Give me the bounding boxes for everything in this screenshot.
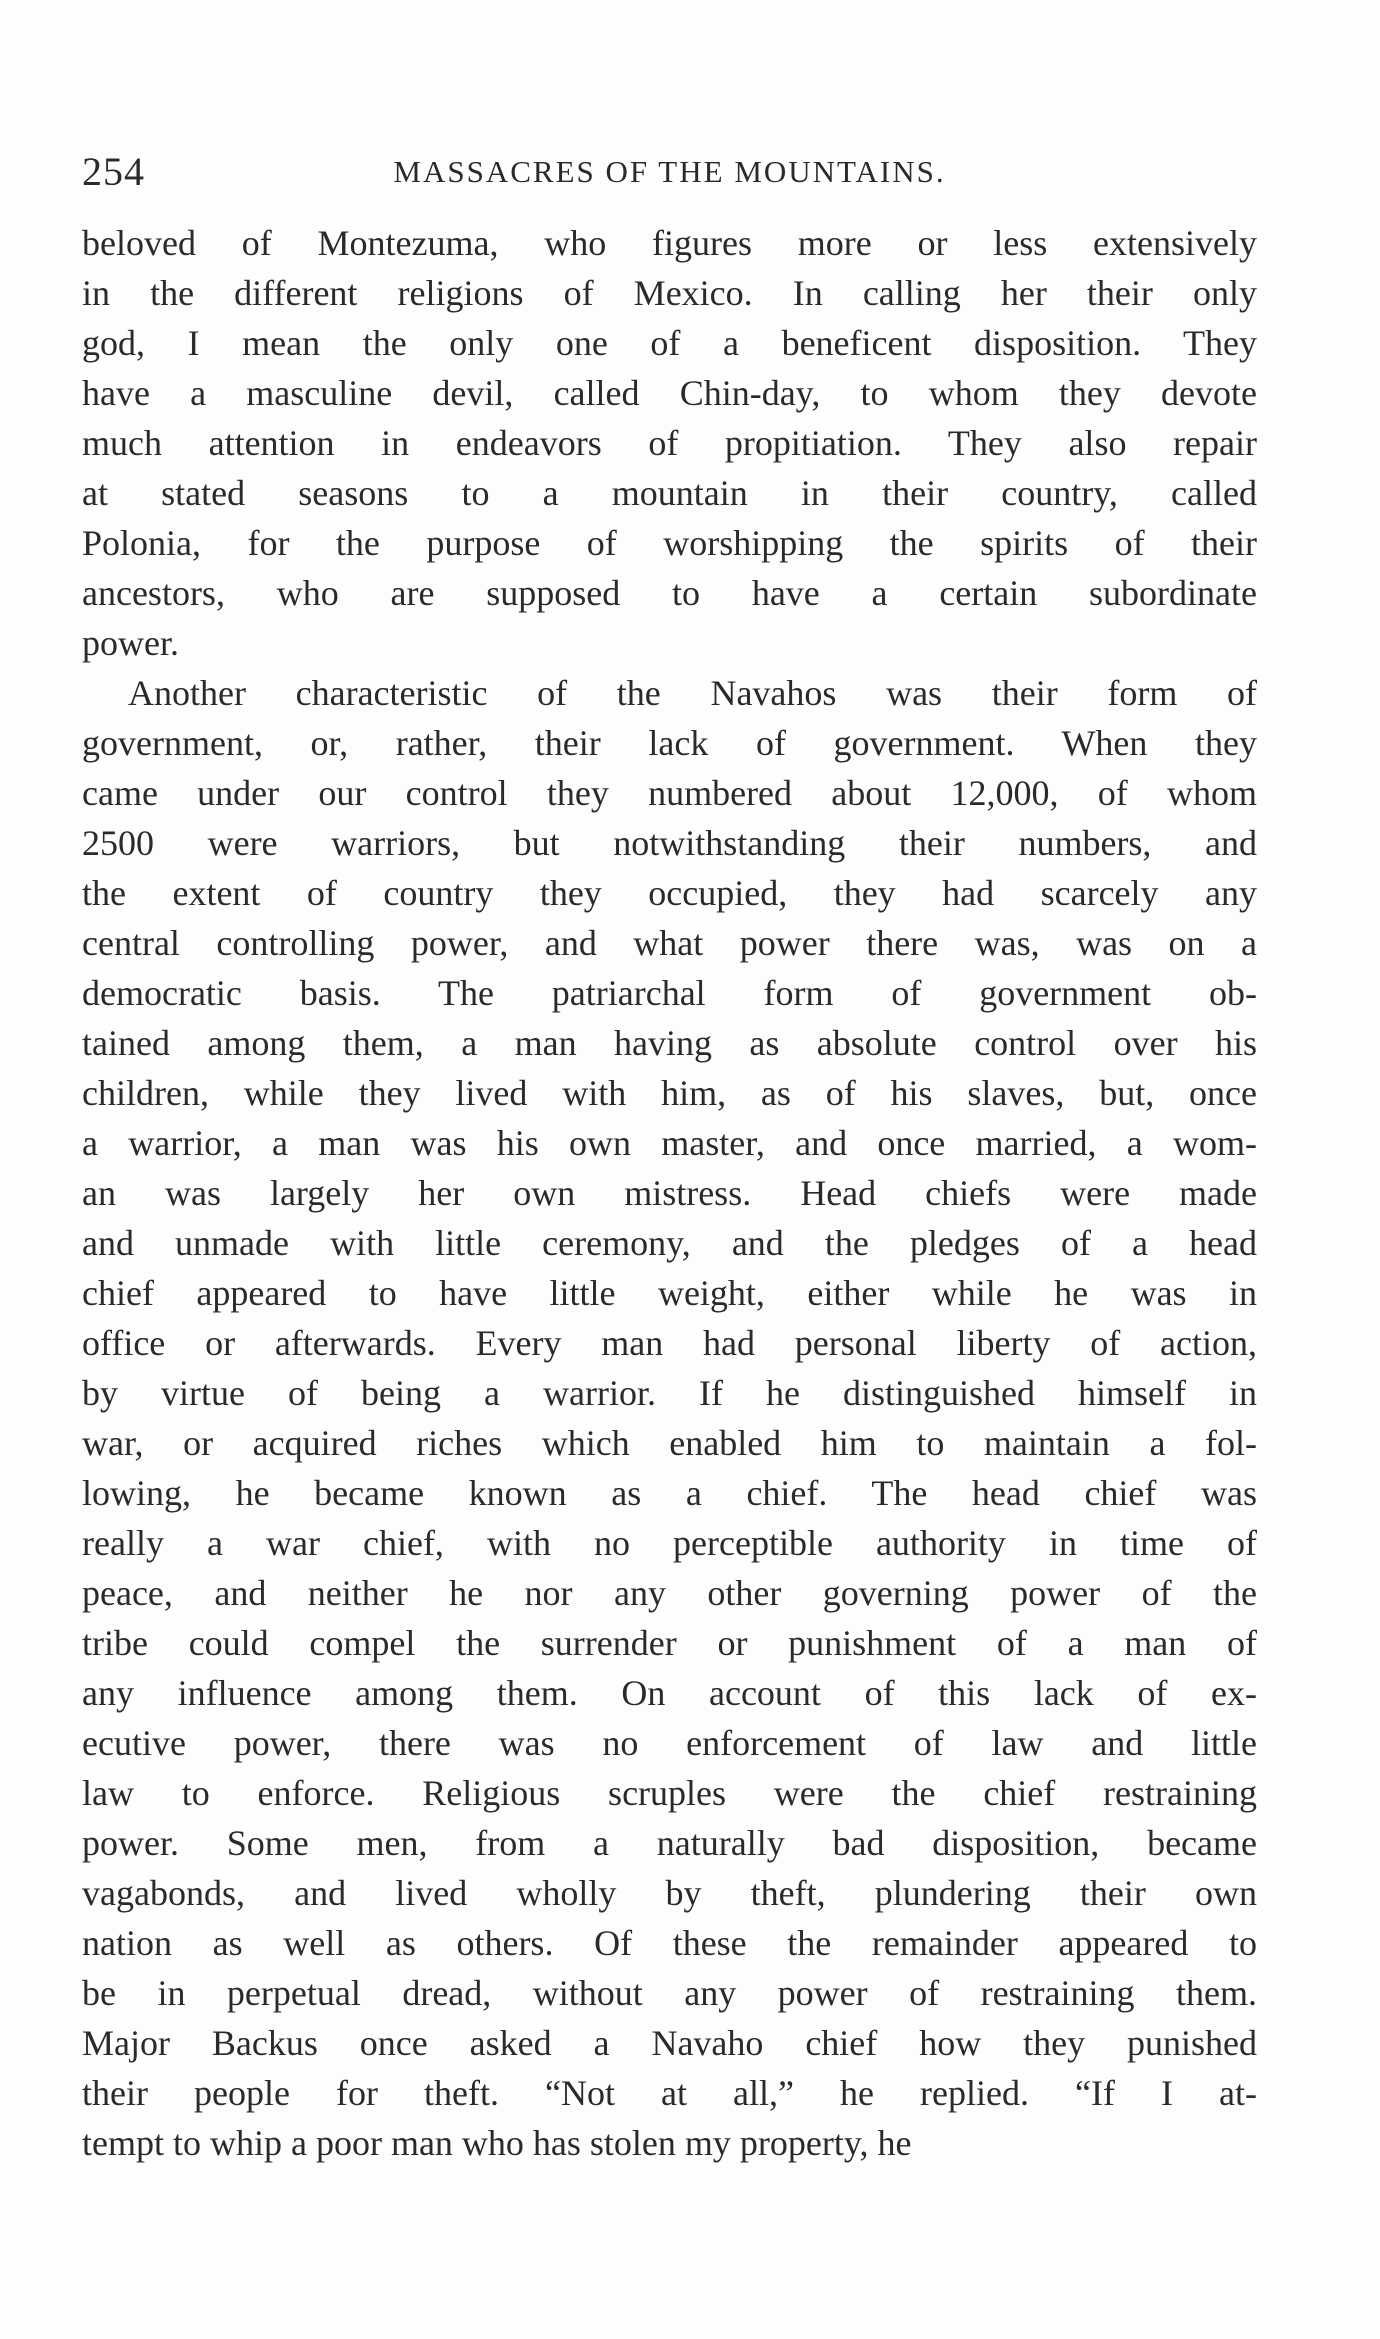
text-line: an was largely her own mistress. Head chiefs were made — [82, 1173, 1257, 1213]
body-text — [82, 218, 1257, 2168]
text-line: their people for theft. “Not at all,” he replied. “If I at- — [82, 2073, 1257, 2113]
paragraph — [82, 668, 1257, 2168]
text-line: came under our control they numbered about 12,000, of whom — [82, 773, 1257, 813]
text-line: tempt to whip a poor man who has stolen my property, he — [82, 2123, 912, 2163]
text-line: chief appeared to have little weight, either while he was in — [82, 1273, 1257, 1313]
text-line: by virtue of being a warrior. If he distinguished himself in — [82, 1373, 1257, 1413]
text-line: much attention in endeavors of propitiation. They also repair — [82, 423, 1257, 463]
page-number: 254 — [82, 149, 145, 194]
text-line: be in perpetual dread, without any power of restraining them. — [82, 1973, 1257, 2013]
text-line: Major Backus once asked a Navaho chief how they punished — [82, 2023, 1257, 2063]
paragraph — [82, 218, 1257, 668]
text-line: Another characteristic of the Navahos was their form of — [128, 673, 1257, 713]
page-header — [82, 148, 1257, 198]
text-line: tribe could compel the surrender or punishment of a man of — [82, 1623, 1257, 1663]
text-line: beloved of Montezuma, who figures more or less extensively — [82, 223, 1257, 263]
text-line: at stated seasons to a mountain in their country, called — [82, 473, 1257, 513]
text-line: war, or acquired riches which enabled him to maintain a fol- — [82, 1423, 1257, 1463]
text-line: the extent of country they occupied, they had scarcely any — [82, 873, 1257, 913]
running-head: MASSACRES OF THE MOUNTAINS. — [393, 154, 946, 189]
text-line: a warrior, a man was his own master, and once married, a wom- — [82, 1123, 1257, 1163]
text-line: ecutive power, there was no enforcement of law and little — [82, 1723, 1257, 1763]
text-line: any influence among them. On account of this lack of ex- — [82, 1673, 1257, 1713]
text-line: democratic basis. The patriarchal form of government ob- — [82, 973, 1257, 1013]
text-line: god, I mean the only one of a beneficent disposition. They — [82, 323, 1257, 363]
text-line: have a masculine devil, called Chin-day, to whom they devote — [82, 373, 1257, 413]
text-line: in the different religions of Mexico. In calling her their only — [82, 273, 1257, 313]
text-line: really a war chief, with no perceptible authority in time of — [82, 1523, 1257, 1563]
text-line: central controlling power, and what power there was, was on a — [82, 923, 1257, 963]
text-line: office or afterwards. Every man had personal liberty of action, — [82, 1323, 1257, 1363]
text-line: power. Some men, from a naturally bad disposition, became — [82, 1823, 1257, 1863]
text-line: tained among them, a man having as absolute control over his — [82, 1023, 1257, 1063]
text-line: and unmade with little ceremony, and the pledges of a head — [82, 1223, 1257, 1263]
text-line: law to enforce. Religious scruples were the chief restraining — [82, 1773, 1257, 1813]
text-line: vagabonds, and lived wholly by theft, plundering their own — [82, 1873, 1257, 1913]
text-line: ancestors, who are supposed to have a certain subordinate — [82, 573, 1257, 613]
text-line: nation as well as others. Of these the remainder appeared to — [82, 1923, 1257, 1963]
text-line: government, or, rather, their lack of government. When they — [82, 723, 1257, 763]
text-line: Polonia, for the purpose of worshipping the spirits of their — [82, 523, 1257, 563]
text-line: power. — [82, 623, 179, 663]
text-line: 2500 were warriors, but notwithstanding their numbers, and — [82, 823, 1257, 863]
text-line: children, while they lived with him, as of his slaves, but, once — [82, 1073, 1257, 1113]
text-line: lowing, he became known as a chief. The head chief was — [82, 1473, 1257, 1513]
text-line: peace, and neither he nor any other governing power of the — [82, 1573, 1257, 1613]
